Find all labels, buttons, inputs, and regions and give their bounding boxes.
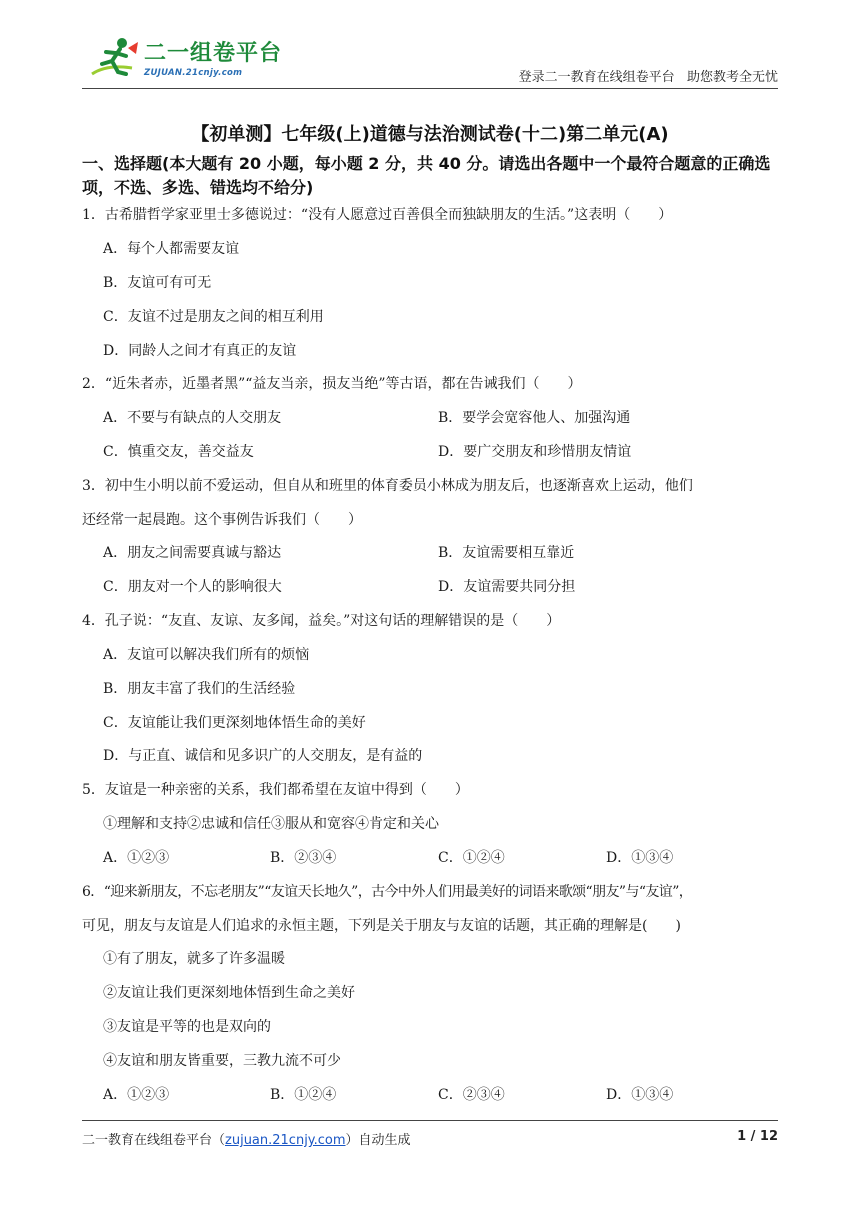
logo-url: ZUJUAN.21cnjy.com — [144, 68, 243, 78]
question-4-option-b[interactable]: B．朋友丰富了我们的生活经验 — [103, 681, 296, 697]
question-2-option-b[interactable]: B．要学会宽容他人、加强沟通 — [438, 410, 631, 426]
footer-suffix: ）自动生成 — [345, 1133, 411, 1148]
question-5-items: ①理解和支持②忠诚和信任③服从和宽容④肯定和关心 — [103, 816, 439, 832]
question-6-option-b[interactable]: B．①②④ — [270, 1087, 337, 1103]
footer-source — [82, 1129, 411, 1148]
question-6-option-d[interactable]: D．①③④ — [606, 1087, 674, 1103]
question-1-option-a[interactable]: A．每个人都需要友谊 — [103, 241, 240, 257]
question-6-option-c[interactable]: C．②③④ — [438, 1087, 505, 1103]
page-header — [82, 30, 778, 89]
question-3-option-b[interactable]: B．友谊需要相互靠近 — [438, 545, 575, 561]
question-4-option-d[interactable]: D．与正直、诚信和见多识广的人交朋友，是有益的 — [103, 748, 423, 764]
question-6-option-a[interactable]: A．①②③ — [103, 1087, 170, 1103]
header-tagline: 登录二一教育在线组卷平台 助您教考全无忧 — [518, 70, 778, 85]
question-4-stem: 4．孔子说：“友直、友谅、友多闻，益矣。”对这句话的理解错误的是（ ） — [82, 613, 561, 629]
question-5-option-a[interactable]: A．①②③ — [103, 850, 170, 866]
question-6-stem-cont: 可见，朋友与友谊是人们追求的永恒主题，下列是关于朋友与友谊的话题，其正确的理解是( ) — [82, 918, 681, 934]
runner-logo-icon — [82, 34, 142, 84]
question-3-option-a[interactable]: A．朋友之间需要真诚与豁达 — [103, 545, 282, 561]
question-2-stem: 2．“近朱者赤，近墨者黑”“益友当亲，损友当绝”等古语，都在告诫我们（ ） — [82, 376, 582, 392]
footer-link[interactable]: zujuan.21cnjy.com — [225, 1133, 346, 1148]
question-2-option-c[interactable]: C．慎重交友，善交益友 — [103, 444, 254, 460]
question-2-option-d[interactable]: D．要广交朋友和珍惜朋友情谊 — [438, 444, 632, 460]
question-1-option-d[interactable]: D．同龄人之间才有真正的友谊 — [103, 343, 297, 359]
question-1-stem: 1．古希腊哲学家亚里士多德说过：“没有人愿意过百善俱全而独缺朋友的生活。”这表明（ ） — [82, 207, 673, 223]
question-5-option-c[interactable]: C．①②④ — [438, 850, 505, 866]
question-6-item-1: ①有了朋友，就多了许多温暖 — [103, 951, 285, 967]
question-5-option-b[interactable]: B．②③④ — [270, 850, 337, 866]
logo-name: 二一组卷平台 — [144, 41, 283, 66]
logo[interactable] — [82, 34, 282, 84]
question-4-option-a[interactable]: A．友谊可以解决我们所有的烦恼 — [103, 647, 310, 663]
footer-prefix: 二一教育在线组卷平台（ — [82, 1133, 226, 1148]
question-1-option-c[interactable]: C．友谊不过是朋友之间的相互利用 — [103, 309, 324, 325]
question-5-stem: 5．友谊是一种亲密的关系，我们都希望在友谊中得到（ ） — [82, 782, 469, 798]
question-3-option-d[interactable]: D．友谊需要共同分担 — [438, 579, 576, 595]
question-4-option-c[interactable]: C．友谊能让我们更深刻地体悟生命的美好 — [103, 715, 366, 731]
page-footer — [82, 1120, 778, 1149]
question-3-stem: 3．初中生小明以前不爱运动，但自从和班里的体育委员小林成为朋友后，也逐渐喜欢上运动，他们 — [82, 478, 693, 494]
question-1-option-b[interactable]: B．友谊可有可无 — [103, 275, 212, 291]
question-6-item-2: ②友谊让我们更深刻地体悟到生命之美好 — [103, 985, 355, 1001]
page-number: 1 / 12 — [737, 1129, 778, 1144]
question-6-item-4: ④友谊和朋友皆重要，三教九流不可少 — [103, 1053, 341, 1069]
question-5-option-d[interactable]: D．①③④ — [606, 850, 674, 866]
question-6-item-3: ③友谊是平等的也是双向的 — [103, 1019, 271, 1035]
question-6-stem: 6．“迎来新朋友，不忘老朋友”“友谊天长地久”，古今中外人们用最美好的词语来歌颂“朋友”与“友谊”， — [82, 884, 693, 900]
section-heading: 一、选择题(本大题有 20 小题，每小题 2 分，共 40 分。请选出各题中一个最符合题意的正确选项，不选、多选、错选均不给分) — [82, 154, 771, 197]
page-title: 【初单测】七年级(上)道德与法治测试卷(十二)第二单元(A) — [191, 124, 669, 145]
question-2-option-a[interactable]: A．不要与有缺点的人交朋友 — [103, 410, 282, 426]
question-3-option-c[interactable]: C．朋友对一个人的影响很大 — [103, 579, 282, 595]
question-3-stem-cont: 还经常一起晨跑。这个事例告诉我们（ ） — [82, 512, 362, 528]
